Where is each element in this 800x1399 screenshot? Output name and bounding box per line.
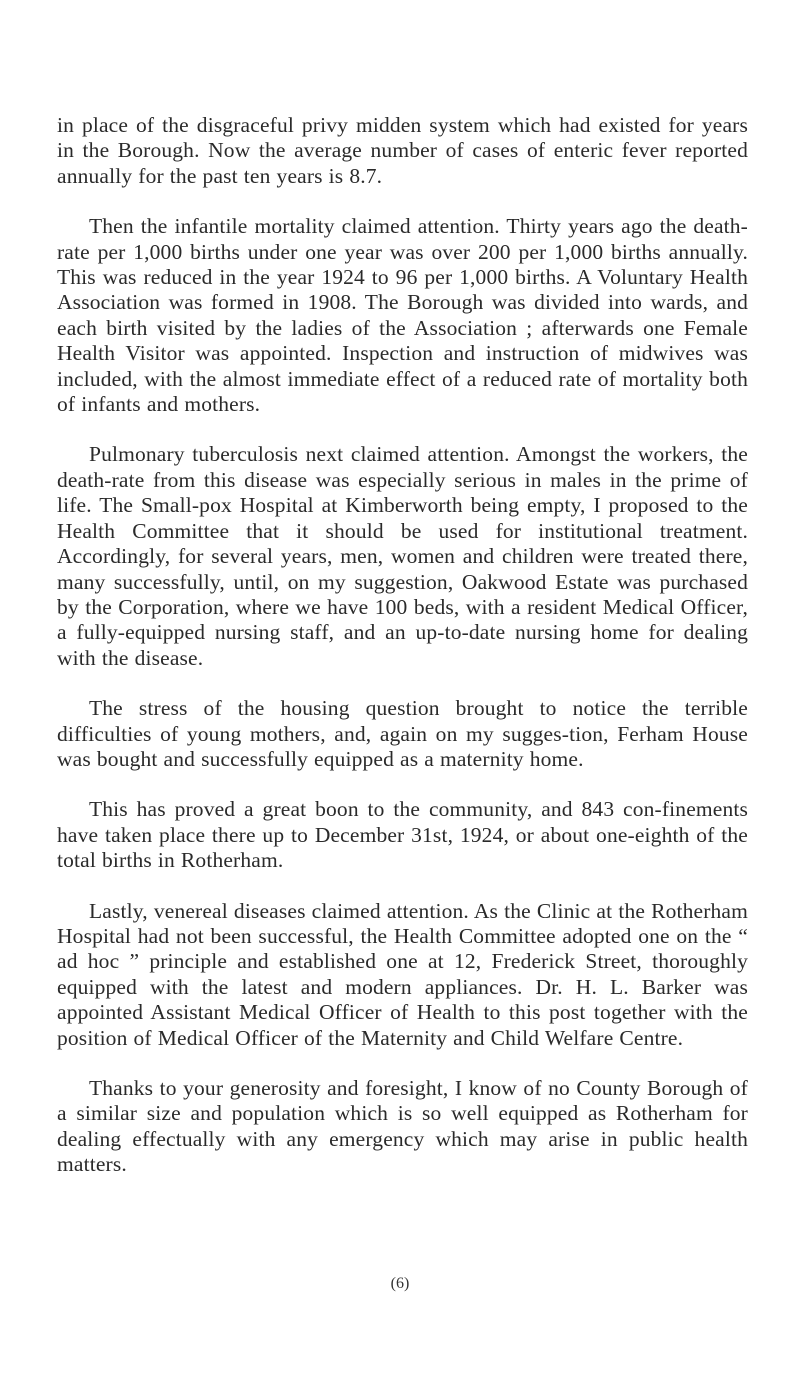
paragraph-venereal-diseases: Lastly, venereal diseases claimed attention. As the Clinic at the Rotherham Hospital had not been successful, the Health Committee adopted one on the “ ad hoc ” principle and established one at 12, Frederick Street, thoroughly equipped with the latest and modern appliances. Dr. H. L. Barker was appointed Assistant Medical Officer of Health to this post together with the position of Medical Officer of the Maternity and Child Welfare Centre. (57, 898, 748, 1050)
paragraph-enteric-fever: in place of the disgraceful privy midden system which had existed for years in the Borough. Now the average number of cases of enteric fever reported annually for the past ten years is 8.7. (57, 113, 748, 188)
paragraph-infantile-mortality: Then the infantile mortality claimed attention. Thirty years ago the death-rate per 1,000 births under one year was over 200 per 1,000 births annually. This was reduced in the year 1924 to 96 per 1,000 births. A Voluntary Health Association was formed in 1908. The Borough was divided into wards, and each birth visited by the ladies of the Association ; afterwards one Female Health Visitor was appointed. Inspection and instruction of midwives was included, with the almost immediate effect of a reduced rate of mortality both of infants and mothers. (57, 214, 748, 417)
paragraph-housing-question: The stress of the housing question brought to notice the terrible difficulties of young mothers, and, again on my sugges-tion, Ferham House was bought and successfully equipped as a maternity home. (57, 696, 748, 771)
paragraph-closing-thanks: Thanks to your generosity and foresight, I know of no County Borough of a similar size and population which is so well equipped as Rotherham for dealing effectually with any emergency which may arise in public health matters. (57, 1076, 748, 1177)
paragraph-pulmonary-tuberculosis: Pulmonary tuberculosis next claimed attention. Amongst the workers, the death-rate from this disease was especially serious in males in the prime of life. The Small-pox Hospital at Kimberworth being empty, I proposed to the Health Committee that it should be used for institutional treatment. Accordingly, for several years, men, women and children were treated there, many successfully, until, on my suggestion, Oakwood Estate was purchased by the Corporation, where we have 100 beds, with a resident Medical Officer, a fully-equipped nursing staff, and an up-to-date nursing home for dealing with the disease. (57, 442, 748, 670)
paragraph-maternity-home: This has proved a great boon to the community, and 843 con-finements have taken place there up to December 31st, 1924, or about one-eighth of the total births in Rotherham. (57, 797, 748, 873)
page-number: (6) (390, 1275, 410, 1292)
